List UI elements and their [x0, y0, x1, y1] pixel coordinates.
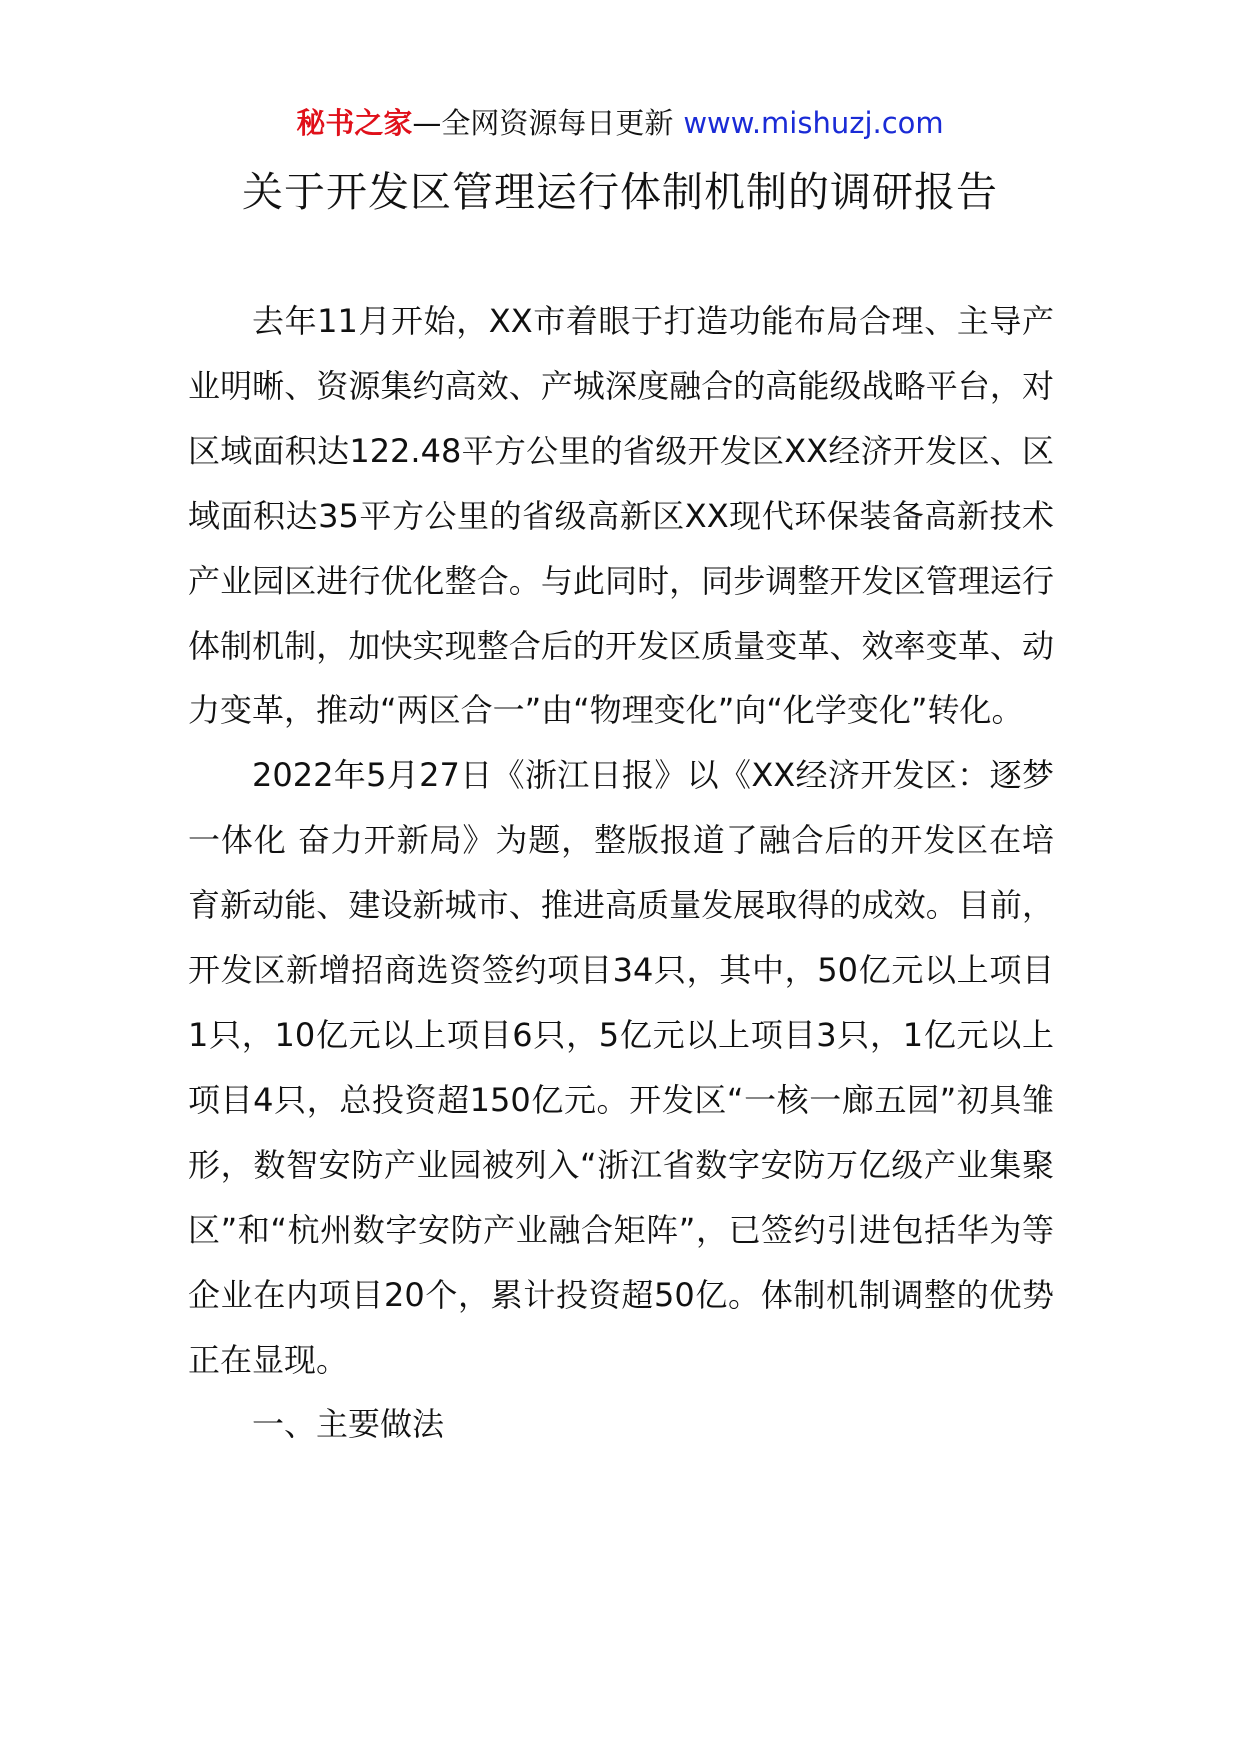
paragraph-2: 2022年5月27日《浙江日报》以《XX经济开发区：逐梦一体化 奋力开新局》为题，整版报道了融合后的开发区在培育新动能、建设新城市、推进高质量发展取得的成效。目前，开发区新增招商选资签约项目34只，其中，50亿元以上项目1只，10亿元以上项目6只，5亿元以上项目3只，1亿元以上项目4只，总投资超150亿元。开发区“一核一廊五园”初具雏形，数智安防产业园被列入“浙江省数字安防万亿级产业集聚区”和“杭州数字安防产业融合矩阵”，已签约引进包括华为等企业在内项目20个，累计投资超50亿。体制机制调整的优势正在显现。 [188, 756, 1054, 1379]
header-slogan: —全网资源每日更新 [412, 106, 674, 140]
site-header [0, 100, 1240, 146]
header-brand: 秘书之家 [296, 106, 413, 140]
paragraph-1: 去年11月开始，XX市着眼于打造功能布局合理、主导产业明晰、资源集约高效、产城深度融合的高能级战略平台，对区域面积达122.48平方公里的省级开发区XX经济开发区、区域面积达35平方公里的省级高新区XX现代环保装备高新技术产业园区进行优化整合。与此同时，同步调整开发区管理运行体制机制，加快实现整合后的开发区质量变革、效率变革、动力变革，推动“两区合一”由“物理变化”向“化学变化”转化。 [188, 302, 1054, 730]
header-url-link[interactable]: www.mishuzj.com [683, 106, 944, 140]
document-body [188, 289, 1054, 1457]
section-heading-1: 一、主要做法 [252, 1405, 445, 1444]
document-title: 关于开发区管理运行体制机制的调研报告 [242, 168, 998, 216]
